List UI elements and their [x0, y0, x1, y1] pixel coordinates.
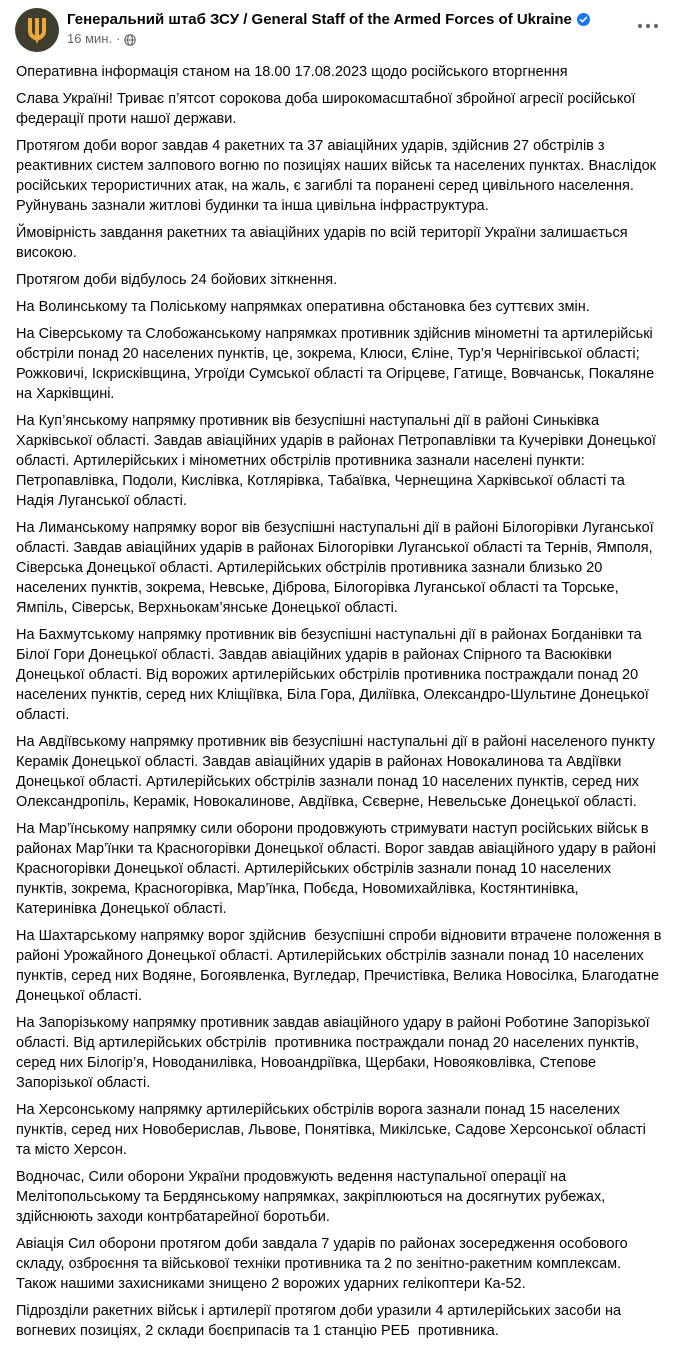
post-meta-row [67, 31, 662, 47]
timestamp[interactable]: 16 мин. [67, 31, 113, 46]
post-paragraph: Ймовірність завдання ракетних та авіаційних ударів по всій території України залишається високою. [16, 225, 632, 261]
meta-separator: · [116, 31, 121, 46]
post-paragraph: Підрозділи ракетних військ і артилерії протягом доби уразили 4 артилерійських засоби на вогневих позиціях, 2 склади боєприпасів та 1 станцію РЕБ противника. [16, 1303, 626, 1339]
post-paragraph: На Херсонському напрямку артилерійських обстрілів ворога зазнали понад 15 населених пунктів, серед них Новоберислав, Львове, Понятівка, Микілське, Садове Херсонської області та місто Херсон. [16, 1102, 650, 1158]
verified-badge-icon [577, 13, 590, 26]
post-paragraph: Слава Україні! Триває п’ятсот сорокова доба широкомасштабної збройної агресії російської федерації проти нашої держави. [16, 91, 640, 127]
post-paragraph: На Шахтарському напрямку ворог здійснив безуспішні спроби відновити втрачене положення в районі Урожайного Донецької області. Артилерійських обстрілів зазнали понад 10 населених пунктів, серед них Водяне, Богоявленка, Вугледар, Пречистівка, Велика Новосілка, Благодатне Донецької області. [16, 928, 666, 1004]
post-header-text [67, 8, 662, 47]
post-paragraph: На Мар’їнському напрямку сили оборони продовжують стримувати наступ російських військ в районах Мар’їнки та Красногорівки Донецької області. Ворог завдав авіаційного удару в районі Красногорівки Донецької області. Артилерійських обстрілів зазнали понад 10 населених пунктів, зокрема, Красногорівка, Мар’їнка, Побєда, Новомихайлівка, Костянтинівка, Катеринівка Донецької області. [16, 821, 660, 917]
post-paragraph: На Запорізькому напрямку противник завдав авіаційного удару в районі Роботине Запорізької області. Від артилерійських обстрілів противника постраждали понад 20 населених пунктів, серед них Білогір’я, Новоданилівка, Новоандріївка, Щербаки, Новояковлівка, Степове Запорізької області. [16, 1015, 654, 1091]
three-dots-icon [637, 23, 659, 29]
post-paragraph: На Волинському та Поліському напрямках оперативна обстановка без суттєвих змін. [16, 299, 590, 315]
post-paragraph: Протягом доби ворог завдав 4 ракетних та 37 авіаційних ударів, здійснив 27 обстрілів з реактивних систем залпового вогню по позиціях наших військ та населених пунктах. Внаслідок російських терористичних атак, на жаль, є загиблі та поранені серед цивільного населення. Руйнувань зазнали житлові будинки та інша цивільна інфраструктура. [16, 138, 661, 214]
post-text [0, 62, 678, 1341]
post-paragraph: На Куп’янському напрямку противник вів безуспішні наступальні дії в районі Синьківка Харківської області. Завдав авіаційних ударів в районах Петропавлівки та Кучерівки Донецької області. Артилерійських і мінометних обстрілів противника зазнали населені пункти: Петропавлівка, Подоли, Кислівка, Котлярівка, Табаївка, Чернещина Харківської області та Надія Луганської області. [16, 413, 660, 509]
post-paragraph: На Авдіївському напрямку противник вів безуспішні наступальні дії в районі населеного пункту Керамік Донецької області. Завдав авіаційних ударів в районах Новокалинова та Авдіївки Донецької області. Артилерійських обстрілів зазнали понад 10 населених пунктів, серед них Олександропіль, Керамік, Новокалинове, Авдіївка, Сєверне, Невельське Донецької області. [16, 734, 660, 810]
post-paragraph: На Сіверському та Слобожанському напрямках противник здійснив мінометні та артилерійські обстріли понад 20 населених пунктів, це, зокрема, Клюси, Єліне, Тур’я Чернігівської області; Рожковичі, Іскрисківщина, Угроїди Сумської області та Огірцеве, Гатище, Вовчанськ, Покаляне на Харківщині. [16, 326, 659, 402]
post-paragraph: Оперативна інформація станом на 18.00 17.08.2023 щодо російського вторгнення [16, 64, 568, 80]
page-name-link[interactable]: Генеральний штаб ЗСУ / General Staff of the Armed Forces of Ukraine [67, 11, 572, 28]
post-header [0, 0, 678, 52]
more-options-button[interactable] [632, 14, 664, 38]
page-name-row [67, 10, 662, 29]
trident-icon [25, 16, 49, 44]
globe-icon [124, 34, 136, 46]
post-paragraph: Авіація Сил оборони протягом доби завдала 7 ударів по районах зосередження особового складу, озброєння та військової техніки противника та 2 по зенітно-ракетним комплексам. Також нашими захисниками знищено 2 ворожих ударних гелікоптери Ка-52. [16, 1236, 632, 1292]
avatar[interactable] [15, 8, 59, 52]
post-paragraph: Водночас, Сили оборони України продовжують ведення наступальної операції на Мелітопольському та Бердянському напрямках, закріплюються на досягнутих рубежах, здійснюють заходи контрбатарейної боротьби. [16, 1169, 610, 1225]
post-paragraph: Протягом доби відбулось 24 бойових зіткнення. [16, 272, 338, 288]
post-paragraph: На Лиманському напрямку ворог вів безуспішні наступальні дії в районі Білогорівки Луганської області. Завдав авіаційних ударів в районах Білогорівки Луганської області та Тернів, Ямполя, Сіверська Донецької області. Артилерійських обстрілів противника зазнали близько 20 населених пунктів, зокрема, Невське, Діброва, Білогорівка Луганської області та Торське, Ямпіль, Сіверськ, Верхньокам’янське Донецької області. [16, 520, 658, 616]
post-paragraph: На Бахмутському напрямку противник вів безуспішні наступальні дії в районах Богданівки та Білої Гори Донецької області. Завдав авіаційних ударів в районах Спірного та Васюківки Донецької області. Від ворожих артилерійських обстрілів противника постраждали понад 20 населених пунктів, серед них Кліщіївка, Біла Гора, Диліївка, Олександро-Шультине Донецької області. [16, 627, 653, 723]
